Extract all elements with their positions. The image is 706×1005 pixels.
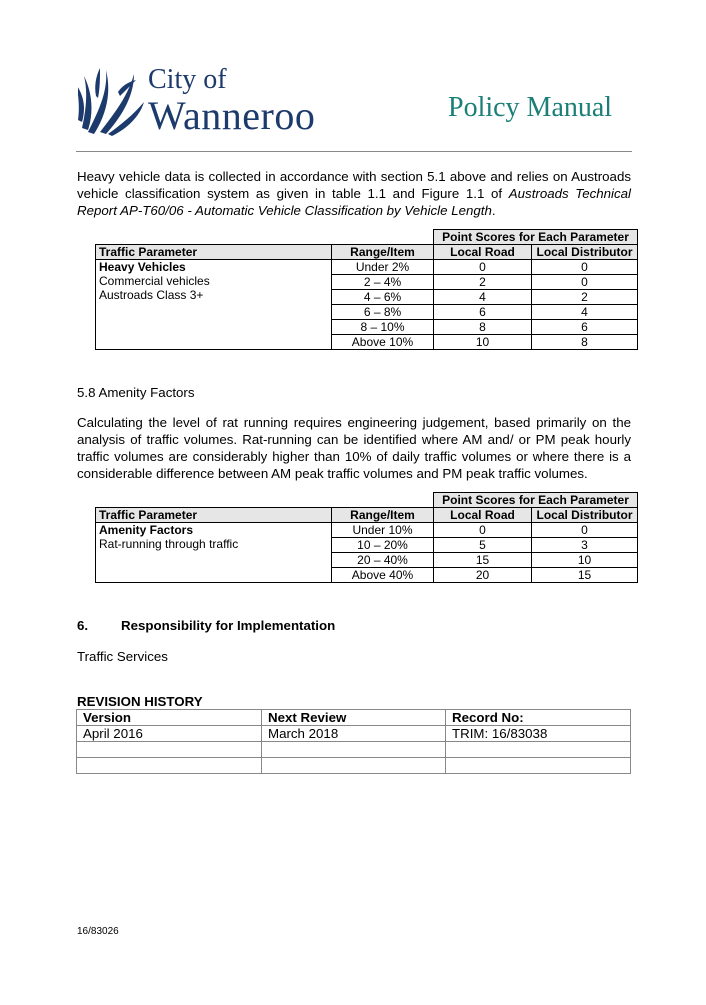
heavy-vehicles-score-table	[95, 229, 638, 350]
parameter-title: Amenity Factors	[99, 523, 194, 537]
revision-history-title: REVISION HISTORY	[77, 694, 203, 709]
range-cell: 2 – 4%	[332, 275, 434, 290]
col-header-next-review: Next Review	[262, 710, 446, 726]
footer-doc-number: 16/83026	[77, 926, 119, 937]
table-blank-cell	[96, 493, 434, 508]
next-review-cell: March 2018	[262, 726, 446, 742]
local-road-score: 15	[434, 553, 532, 568]
local-distributor-score: 0	[532, 275, 638, 290]
header-divider	[76, 151, 632, 152]
logo-text-city-of: City of	[148, 64, 227, 95]
revision-history-table	[76, 709, 631, 774]
table-row	[96, 260, 638, 275]
empty-cell	[446, 758, 631, 774]
record-cell: TRIM: 16/83038	[446, 726, 631, 742]
range-cell: 4 – 6%	[332, 290, 434, 305]
group-header: Point Scores for Each Parameter	[434, 493, 638, 508]
heavy-vehicle-intro-paragraph	[77, 168, 631, 219]
amenity-paragraph: Calculating the level of rat running requires engineering judgement, based primarily on the analysis of traffic volumes. Rat-running can be identified where AM and/ or PM peak hourly traffic volumes are considerably higher than 10% of daily traffic volumes or where there is a considerable difference between AM peak traffic volumes and PM peak traffic volumes.	[77, 415, 631, 481]
range-cell: Above 40%	[332, 568, 434, 583]
local-distributor-score: 4	[532, 305, 638, 320]
local-road-score: 20	[434, 568, 532, 583]
intro-italic-reference: Austroads Technical Report AP-T60/06 - Automatic Vehicle Classification by Vehicle Length	[77, 186, 631, 218]
parameter-line: Rat-running through traffic	[99, 537, 239, 551]
local-distributor-score: 0	[532, 523, 638, 538]
local-road-score: 4	[434, 290, 532, 305]
empty-cell	[77, 758, 262, 774]
empty-cell	[77, 742, 262, 758]
local-distributor-score: 8	[532, 335, 638, 350]
local-road-score: 0	[434, 260, 532, 275]
empty-cell	[262, 742, 446, 758]
empty-cell	[446, 742, 631, 758]
range-cell: 20 – 40%	[332, 553, 434, 568]
col-header-local-road: Local Road	[434, 245, 532, 260]
local-road-score: 6	[434, 305, 532, 320]
table-blank-cell	[96, 230, 434, 245]
intro-text: Heavy vehicle data is collected in accordance with section 5.1 above and relies on Austroads vehicle classification system as given in table 1.1 and Figure 1.1 of	[77, 169, 631, 201]
section-title: Responsibility for Implementation	[121, 618, 336, 633]
section-6-heading	[77, 618, 335, 633]
local-distributor-score: 15	[532, 568, 638, 583]
parameter-title: Heavy Vehicles	[99, 260, 186, 274]
local-distributor-score: 3	[532, 538, 638, 553]
col-header-local-distributor: Local Distributor	[532, 245, 638, 260]
local-road-score: 8	[434, 320, 532, 335]
local-road-score: 2	[434, 275, 532, 290]
local-distributor-score: 2	[532, 290, 638, 305]
col-header-record-no: Record No:	[446, 710, 631, 726]
empty-cell	[262, 758, 446, 774]
parameter-label-cell	[96, 260, 332, 350]
range-cell: Above 10%	[332, 335, 434, 350]
intro-text-end: .	[491, 203, 496, 218]
col-header-traffic-parameter: Traffic Parameter	[96, 508, 332, 523]
col-header-version: Version	[77, 710, 262, 726]
range-cell: Under 10%	[332, 523, 434, 538]
local-distributor-score: 6	[532, 320, 638, 335]
logo-text-wanneroo: Wanneroo	[148, 93, 316, 138]
parameter-line: Commercial vehicles	[99, 274, 210, 288]
range-cell: 10 – 20%	[332, 538, 434, 553]
responsibility-body: Traffic Services	[77, 649, 168, 664]
section-number: 6.	[77, 618, 89, 633]
table-row	[77, 742, 631, 758]
table-row	[96, 523, 638, 538]
local-distributor-score: 0	[532, 260, 638, 275]
range-cell: 6 – 8%	[332, 305, 434, 320]
parameter-label-cell	[96, 523, 332, 583]
amenity-score-table	[95, 492, 638, 583]
local-road-score: 5	[434, 538, 532, 553]
group-header: Point Scores for Each Parameter	[434, 230, 638, 245]
col-header-traffic-parameter: Traffic Parameter	[96, 245, 332, 260]
policy-manual-title: Policy Manual	[448, 92, 613, 123]
table-row	[77, 758, 631, 774]
col-header-local-distributor: Local Distributor	[532, 508, 638, 523]
table-row	[77, 726, 631, 742]
col-header-range: Range/Item	[332, 245, 434, 260]
col-header-range: Range/Item	[332, 508, 434, 523]
local-road-score: 10	[434, 335, 532, 350]
range-cell: 8 – 10%	[332, 320, 434, 335]
local-distributor-score: 10	[532, 553, 638, 568]
version-cell: April 2016	[77, 726, 262, 742]
parameter-line: Austroads Class 3+	[99, 288, 204, 302]
range-cell: Under 2%	[332, 260, 434, 275]
local-road-score: 0	[434, 523, 532, 538]
col-header-local-road: Local Road	[434, 508, 532, 523]
amenity-heading: 5.8 Amenity Factors	[77, 385, 195, 400]
